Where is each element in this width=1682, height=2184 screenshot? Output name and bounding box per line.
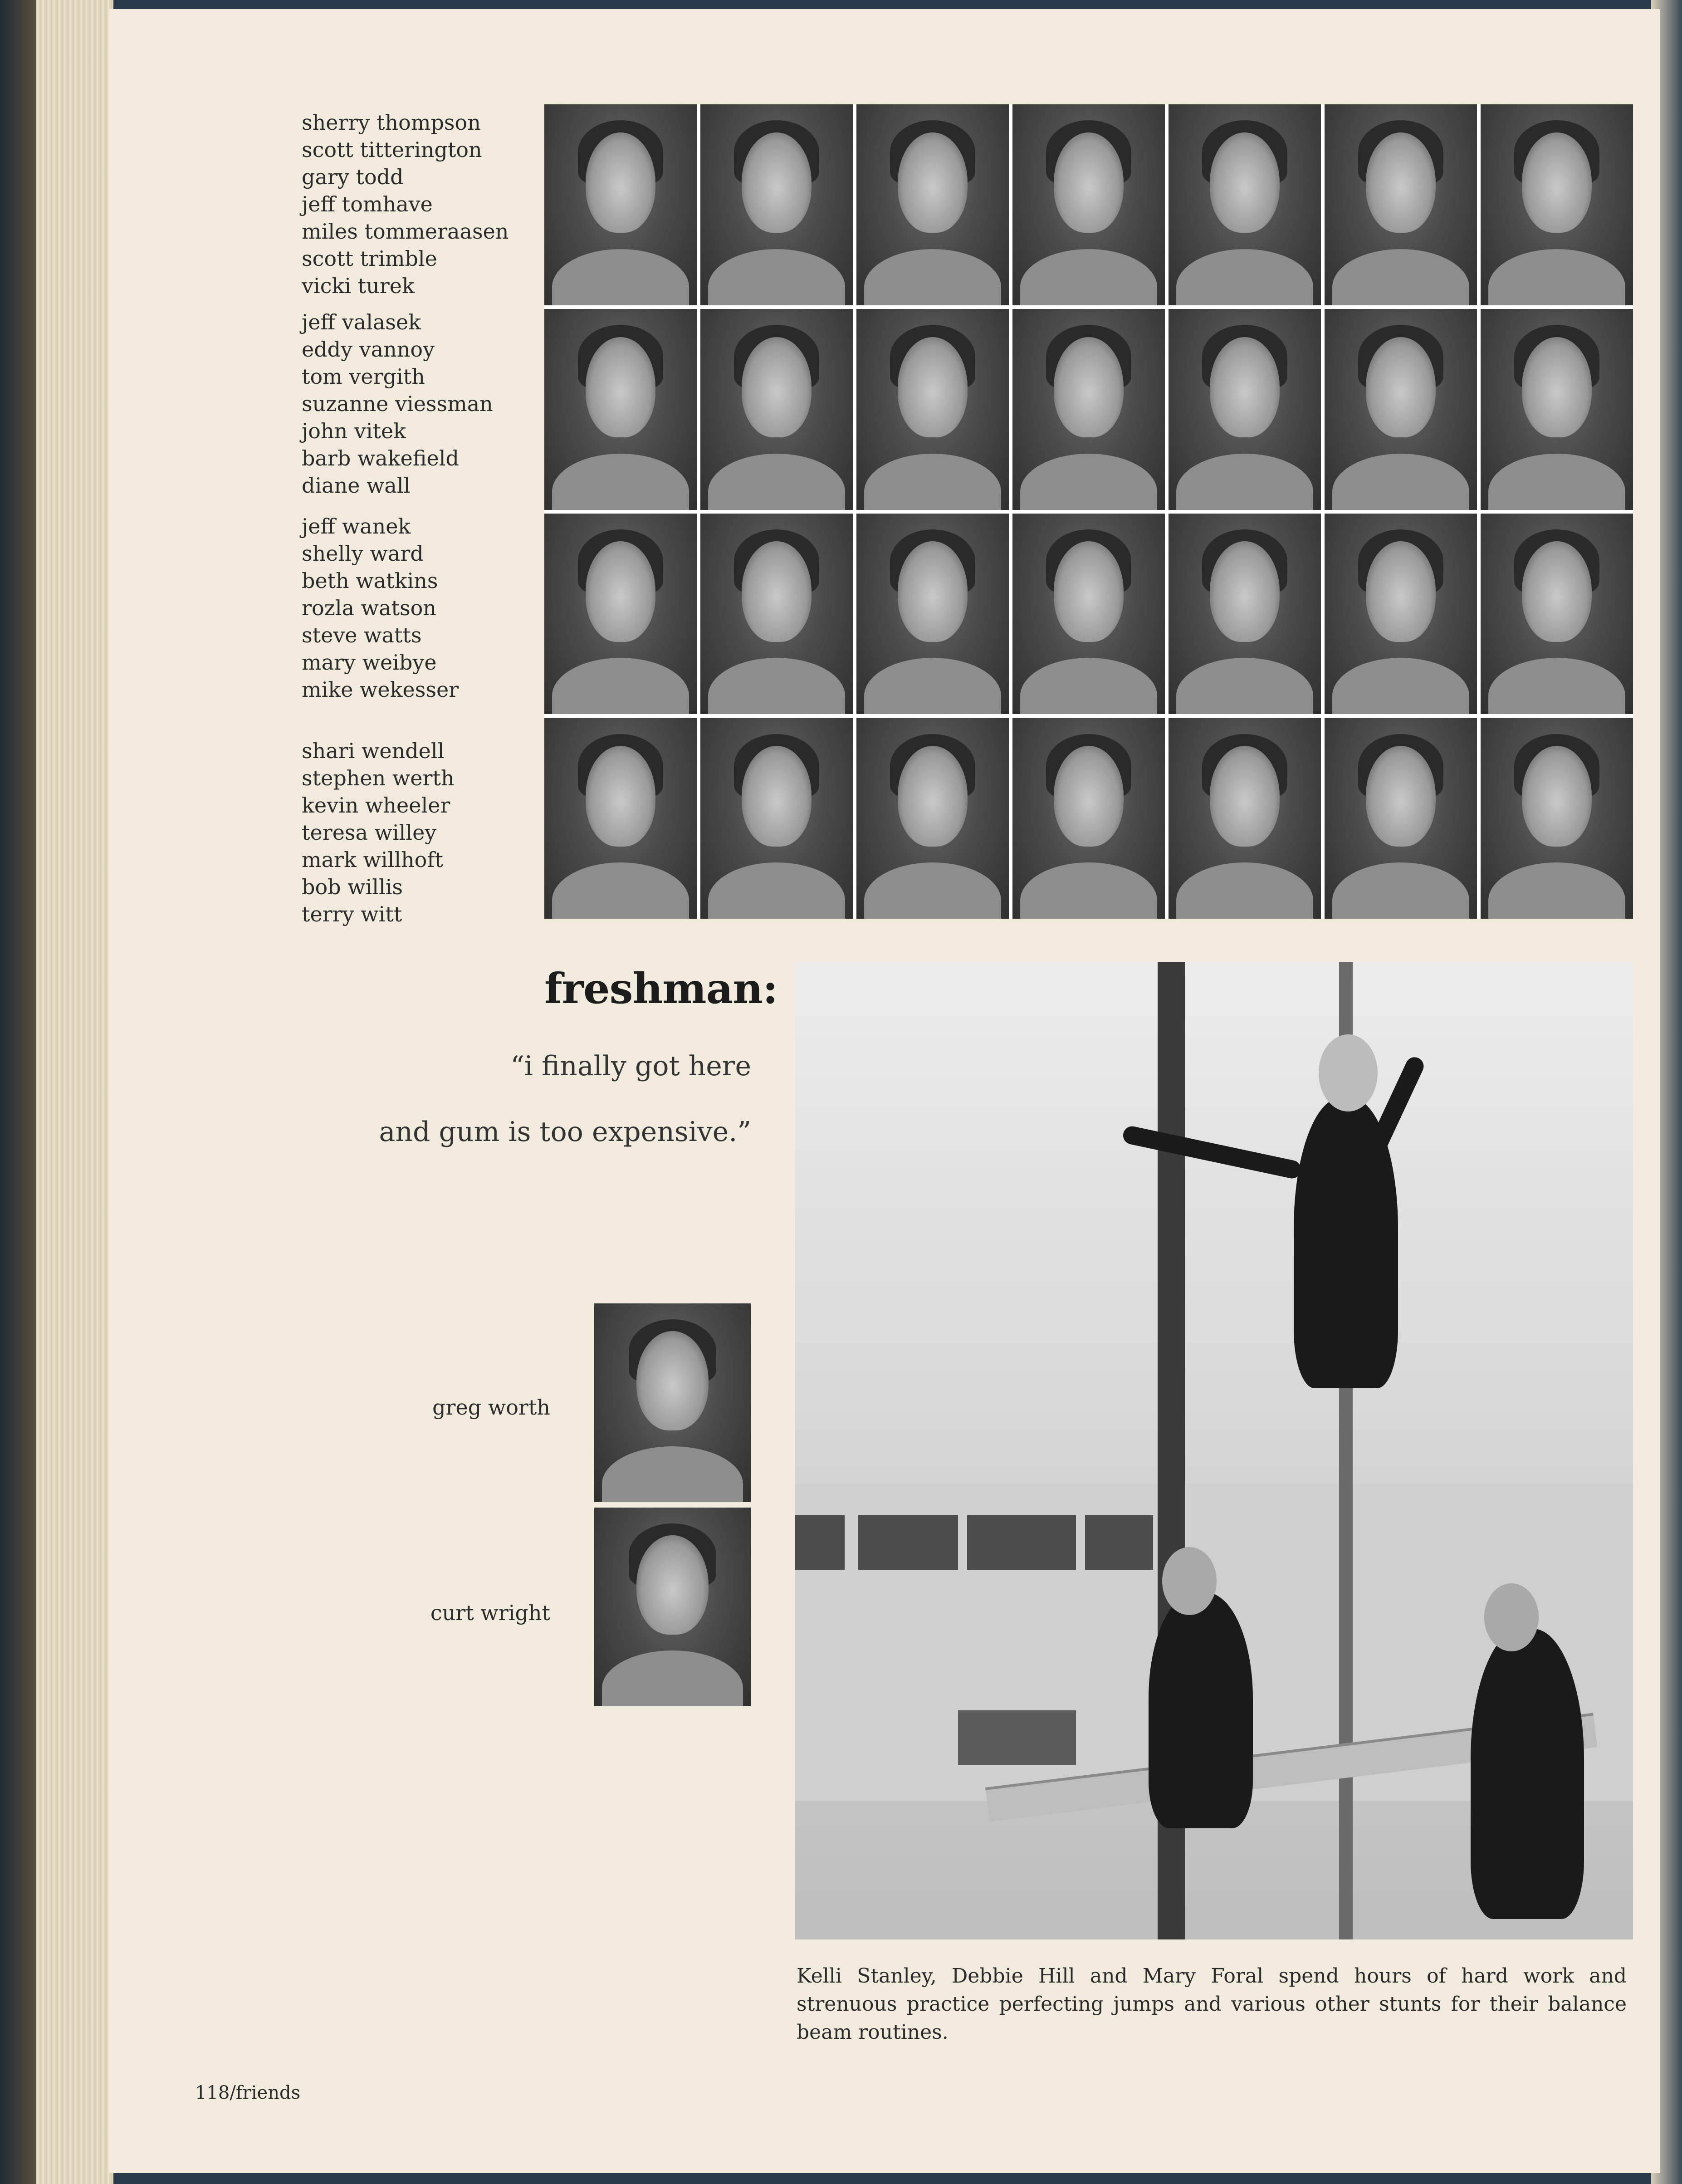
solo-portrait-name: greg worth — [432, 1395, 550, 1420]
solo-portrait-photo — [594, 1508, 751, 1706]
student-portrait — [1169, 514, 1321, 715]
student-portrait — [856, 514, 1009, 715]
student-portrait — [1169, 104, 1321, 305]
student-portrait — [1325, 104, 1477, 305]
student-portrait — [1012, 104, 1165, 305]
student-name: jeff wanek — [302, 514, 411, 539]
student-portrait — [856, 718, 1009, 919]
student-name: jeff tomhave — [302, 192, 433, 216]
portrait-grid — [544, 104, 1633, 919]
quote-line-1: “i finally got here — [510, 1050, 751, 1082]
student-portrait — [1325, 718, 1477, 919]
student-portrait — [1012, 514, 1165, 715]
student-portrait — [1325, 309, 1477, 510]
student-portrait — [700, 104, 853, 305]
student-name: john vitek — [302, 419, 406, 443]
name-list-group-4 — [302, 737, 455, 928]
student-portrait — [544, 718, 697, 919]
student-portrait — [1481, 309, 1633, 510]
student-name: barb wakefield — [302, 446, 459, 470]
photo-caption: Kelli Stanley, Debbie Hill and Mary Foral spend hours of hard work and strenuous practice perfecting jumps and various other stunts for their balance beam routines. — [797, 1964, 1627, 2044]
name-list-group-2 — [302, 309, 493, 499]
student-portrait — [1481, 514, 1633, 715]
student-portrait — [544, 104, 697, 305]
student-portrait — [544, 309, 697, 510]
name-list-group-1 — [302, 109, 509, 299]
gymnastics-photo — [795, 962, 1633, 1939]
student-portrait — [1481, 104, 1633, 305]
solo-portrait-name: curt wright — [430, 1601, 550, 1625]
student-portrait — [700, 514, 853, 715]
student-name: miles tommeraasen — [302, 219, 509, 244]
student-name: suzanne viessman — [302, 392, 493, 416]
student-name: jeff valasek — [302, 310, 421, 334]
solo-portrait-photo — [594, 1303, 751, 1502]
student-portrait — [700, 309, 853, 510]
student-name: terry witt — [302, 902, 402, 926]
student-name: bob willis — [302, 875, 403, 899]
student-portrait — [1481, 718, 1633, 919]
student-name: mike wekesser — [302, 677, 459, 702]
student-name: sherry thompson — [302, 110, 481, 135]
student-name: stephen werth — [302, 766, 455, 790]
student-name: beth watkins — [302, 568, 438, 593]
student-portrait — [544, 514, 697, 715]
student-name: vicki turek — [302, 274, 415, 298]
section-heading: freshman: — [544, 964, 778, 1013]
student-name: shari wendell — [302, 739, 445, 763]
student-name: kevin wheeler — [302, 793, 450, 818]
student-name: mark willhoft — [302, 847, 443, 872]
page-folio: 118/friends — [195, 2082, 301, 2103]
student-portrait — [700, 718, 853, 919]
student-portrait — [856, 309, 1009, 510]
student-portrait — [1169, 309, 1321, 510]
name-list-group-3 — [302, 513, 459, 703]
student-name: shelly ward — [302, 541, 424, 566]
student-name: rozla watson — [302, 596, 436, 620]
student-name: scott trimble — [302, 246, 437, 271]
student-portrait — [1012, 309, 1165, 510]
student-name: tom vergith — [302, 364, 425, 389]
student-portrait — [856, 104, 1009, 305]
quote-line-2: and gum is too expensive.” — [379, 1116, 751, 1148]
student-name: steve watts — [302, 623, 422, 647]
student-name: gary todd — [302, 165, 404, 189]
student-portrait — [1012, 718, 1165, 919]
student-portrait — [1169, 718, 1321, 919]
student-portrait — [1325, 514, 1477, 715]
student-name: teresa willey — [302, 820, 437, 845]
book-cover-edge — [0, 0, 36, 2184]
student-name: diane wall — [302, 473, 411, 498]
student-name: scott titterington — [302, 137, 482, 162]
student-name: mary weibye — [302, 650, 437, 675]
student-name: eddy vannoy — [302, 337, 435, 362]
